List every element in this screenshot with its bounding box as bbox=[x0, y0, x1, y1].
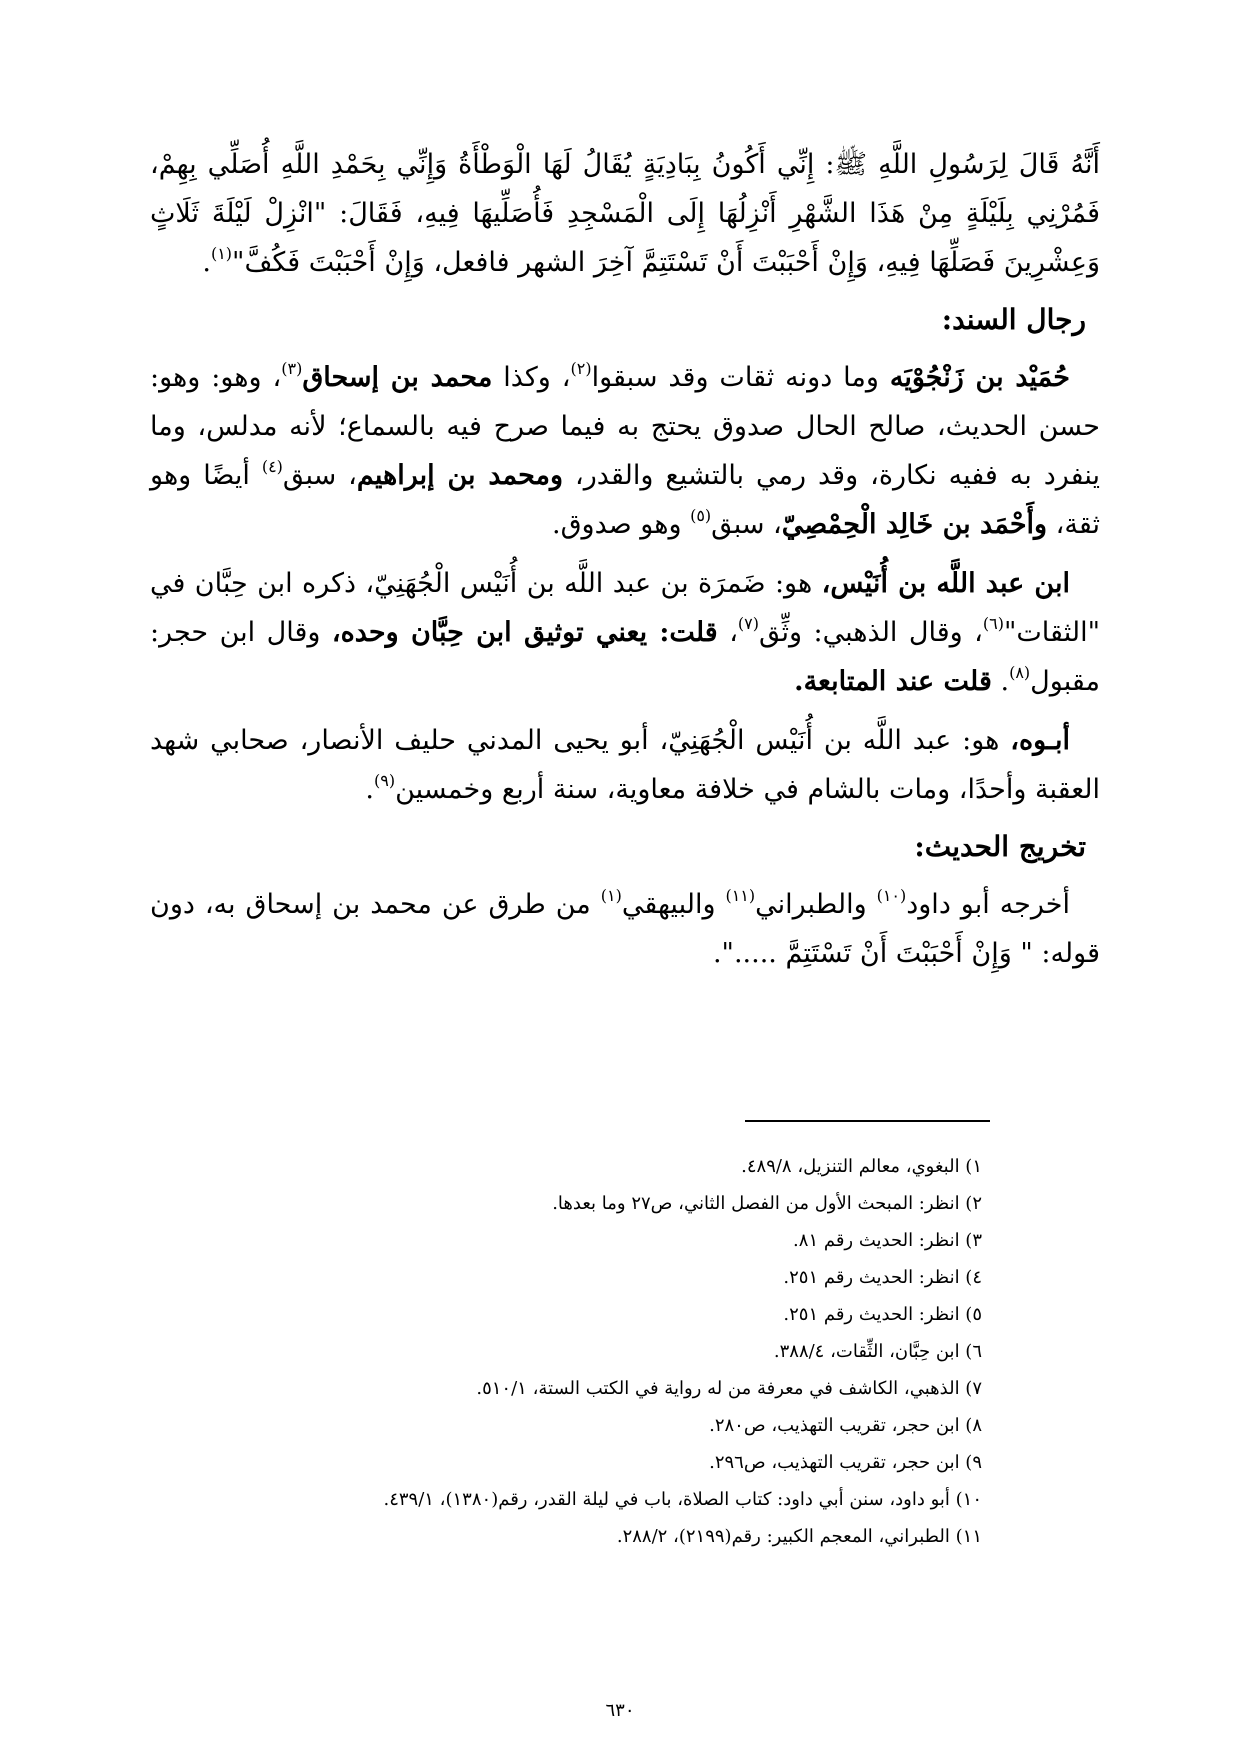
text: ، سبق bbox=[711, 509, 782, 540]
text: . bbox=[365, 774, 375, 805]
footnote-item: ٦) ابن حِبَّان، الثِّقات، ٣٨٨/٤. bbox=[773, 1341, 982, 1362]
author-note: قلت: يعني توثيق ابن حِبَّان وحده، bbox=[331, 617, 718, 648]
footnote-item: ١) البغوي، معالم التنزيل، ٤٨٩/٨. bbox=[741, 1156, 982, 1177]
footnote-ref[interactable]: (٣) bbox=[281, 359, 303, 378]
hadith-text: أَنَّهُ قَالَ لِرَسُولِ اللَّهِ ﷺ: إِنِّي أَكُونُ بِبَادِيَةٍ يُقَالُ لَهَا الْوَطْأَةُ وَإِنِّي بِحَمْدِ اللَّهِ أُصَلِّي بِهِمْ، فَمُرْنِي بِلَيْلَةٍ مِنْ هَذَا الشَّهْرِ أَنْزِلُهَا إِلَى الْمَسْجِدِ فَأُصَلِّيهَا فِيهِ، فَقَالَ: "انْزِلْ لَيْلَةَ ثَلَاثٍ وَعِشْرِينَ فَصَلِّهَا فِيهِ، وَإِنْ أَحْبَبْتَ أَنْ تَسْتَتِمَّ آخِرَ الشهر فافعل، وَإِنْ أَحْبَبْتَ فَكُفَّ" bbox=[150, 149, 1100, 278]
footnote-ref[interactable]: (٦) bbox=[982, 614, 1004, 633]
text: ، سبق bbox=[282, 460, 357, 491]
footnote-item: ٥) انظر: الحديث رقم ٢٥١. bbox=[783, 1304, 982, 1325]
footnote-divider bbox=[745, 1120, 990, 1122]
period: . bbox=[202, 247, 211, 278]
footnote-ref[interactable]: (١) bbox=[600, 886, 622, 905]
footnote-ref[interactable]: (٤) bbox=[261, 457, 283, 476]
hadith-paragraph bbox=[150, 140, 1100, 287]
text: وهو صدوق. bbox=[552, 509, 691, 540]
footnote-item: ٧) الذهبي، الكاشف في معرفة من له رواية في الكتب الستة، ٥١٠/١. bbox=[476, 1378, 982, 1399]
ibn-unais-paragraph bbox=[150, 559, 1100, 706]
narrator-name: أبـوه، bbox=[1010, 725, 1070, 756]
text: والبيهقي bbox=[621, 889, 726, 920]
narrators-paragraph bbox=[150, 353, 1100, 549]
footnote-item: ٢) انظر: المبحث الأول من الفصل الثاني، ص٢٧ وما بعدها. bbox=[552, 1193, 982, 1214]
footnote-item: ٩) ابن حجر، تقريب التهذيب، ص٢٩٦. bbox=[709, 1452, 982, 1473]
text: هو: عبد اللَّه بن أُنَيْس الْجُهَنِيّ، أبو يحيى المدني حليف الأنصار، صحابي شهد العقبة وأحدًا، ومات بالشام في خلافة معاوية، سنة أربع وخمسين bbox=[150, 725, 1100, 805]
author-note: قلت عند المتابعة. bbox=[794, 666, 992, 697]
text: ، وكذا bbox=[492, 362, 571, 393]
text: من طرق عن محمد بن إسحاق به، دون قوله: " وَإِنْ أَحْبَبْتَ أَنْ تَسْتَتِمَّ .....". bbox=[150, 889, 1100, 969]
footnotes bbox=[182, 1148, 982, 1555]
footnote-item: ١١) الطبراني، المعجم الكبير: رقم(٢١٩٩)، ٢٨٨/٢. bbox=[616, 1526, 982, 1547]
footnote-ref[interactable]: (٢) bbox=[570, 359, 592, 378]
text: أيضًا وهو ثقة، bbox=[150, 460, 1100, 540]
footnote-item: ٤) انظر: الحديث رقم ٢٥١. bbox=[783, 1267, 982, 1288]
footnote-item: ٨) ابن حجر، تقريب التهذيب، ص٢٨٠. bbox=[709, 1415, 982, 1436]
father-paragraph bbox=[150, 716, 1100, 814]
heading-narrators: رجال السند: bbox=[941, 303, 1086, 336]
text: وما دونه ثقات وقد سبقوا bbox=[591, 362, 890, 393]
footnote-ref[interactable]: (١) bbox=[210, 244, 233, 263]
text: ، وقال الذهبي: وثِّق bbox=[759, 617, 983, 648]
footnote-ref[interactable]: (٨) bbox=[1009, 663, 1031, 682]
text: أخرجه أبو داود bbox=[906, 889, 1070, 920]
text: هو: ضَمرَة بن عبد اللَّه بن أُنَيْس الْجُهَنِيّ، ذكره ابن حِبَّان في "الثقات" bbox=[150, 568, 1100, 648]
text: ، bbox=[717, 617, 738, 648]
page-number: ٦٣٠ bbox=[605, 1700, 635, 1721]
narrator-name: حُمَيْد بن زَنْجُوْيَه bbox=[889, 362, 1070, 393]
footnote-ref[interactable]: (٥) bbox=[690, 506, 712, 525]
text: ، وهو: وهو: حسن الحديث، صالح الحال صدوق يحتج به فيما صرح فيه بالسماع؛ لأنه مدلس، وما ينفرد به ففيه نكارة، وقد رمي بالتشيع والقدر، bbox=[150, 362, 1100, 491]
footnote-ref[interactable]: (١٠) bbox=[876, 886, 907, 905]
narrator-name: ابن عبد اللَّه بن أُنَيْس، bbox=[821, 568, 1070, 599]
footnote-item: ٣) انظر: الحديث رقم ٨١. bbox=[793, 1230, 982, 1251]
narrator-name: ومحمد بن إبراهيم bbox=[356, 460, 564, 491]
page-body bbox=[150, 140, 1100, 988]
heading-takhrij: تخريج الحديث: bbox=[914, 830, 1086, 863]
footnote-ref[interactable]: (٧) bbox=[737, 614, 759, 633]
footnote-ref[interactable]: (٩) bbox=[374, 771, 396, 790]
takhrij-paragraph bbox=[150, 880, 1100, 978]
footnote-item: ١٠) أبو داود، سنن أبي داود: كتاب الصلاة، باب في ليلة القدر، رقم(١٣٨٠)، ٤٣٩/١. bbox=[383, 1489, 982, 1510]
narrator-name: وأَحْمَد بن خَالِد الْحِمْصِيّ bbox=[781, 509, 1048, 540]
narrator-name: محمد بن إسحاق bbox=[302, 362, 493, 393]
text: . bbox=[991, 666, 1010, 697]
footnote-ref[interactable]: (١١) bbox=[725, 886, 756, 905]
text: وقال ابن حجر: مقبول bbox=[150, 617, 1100, 697]
text: والطبراني bbox=[755, 889, 877, 920]
